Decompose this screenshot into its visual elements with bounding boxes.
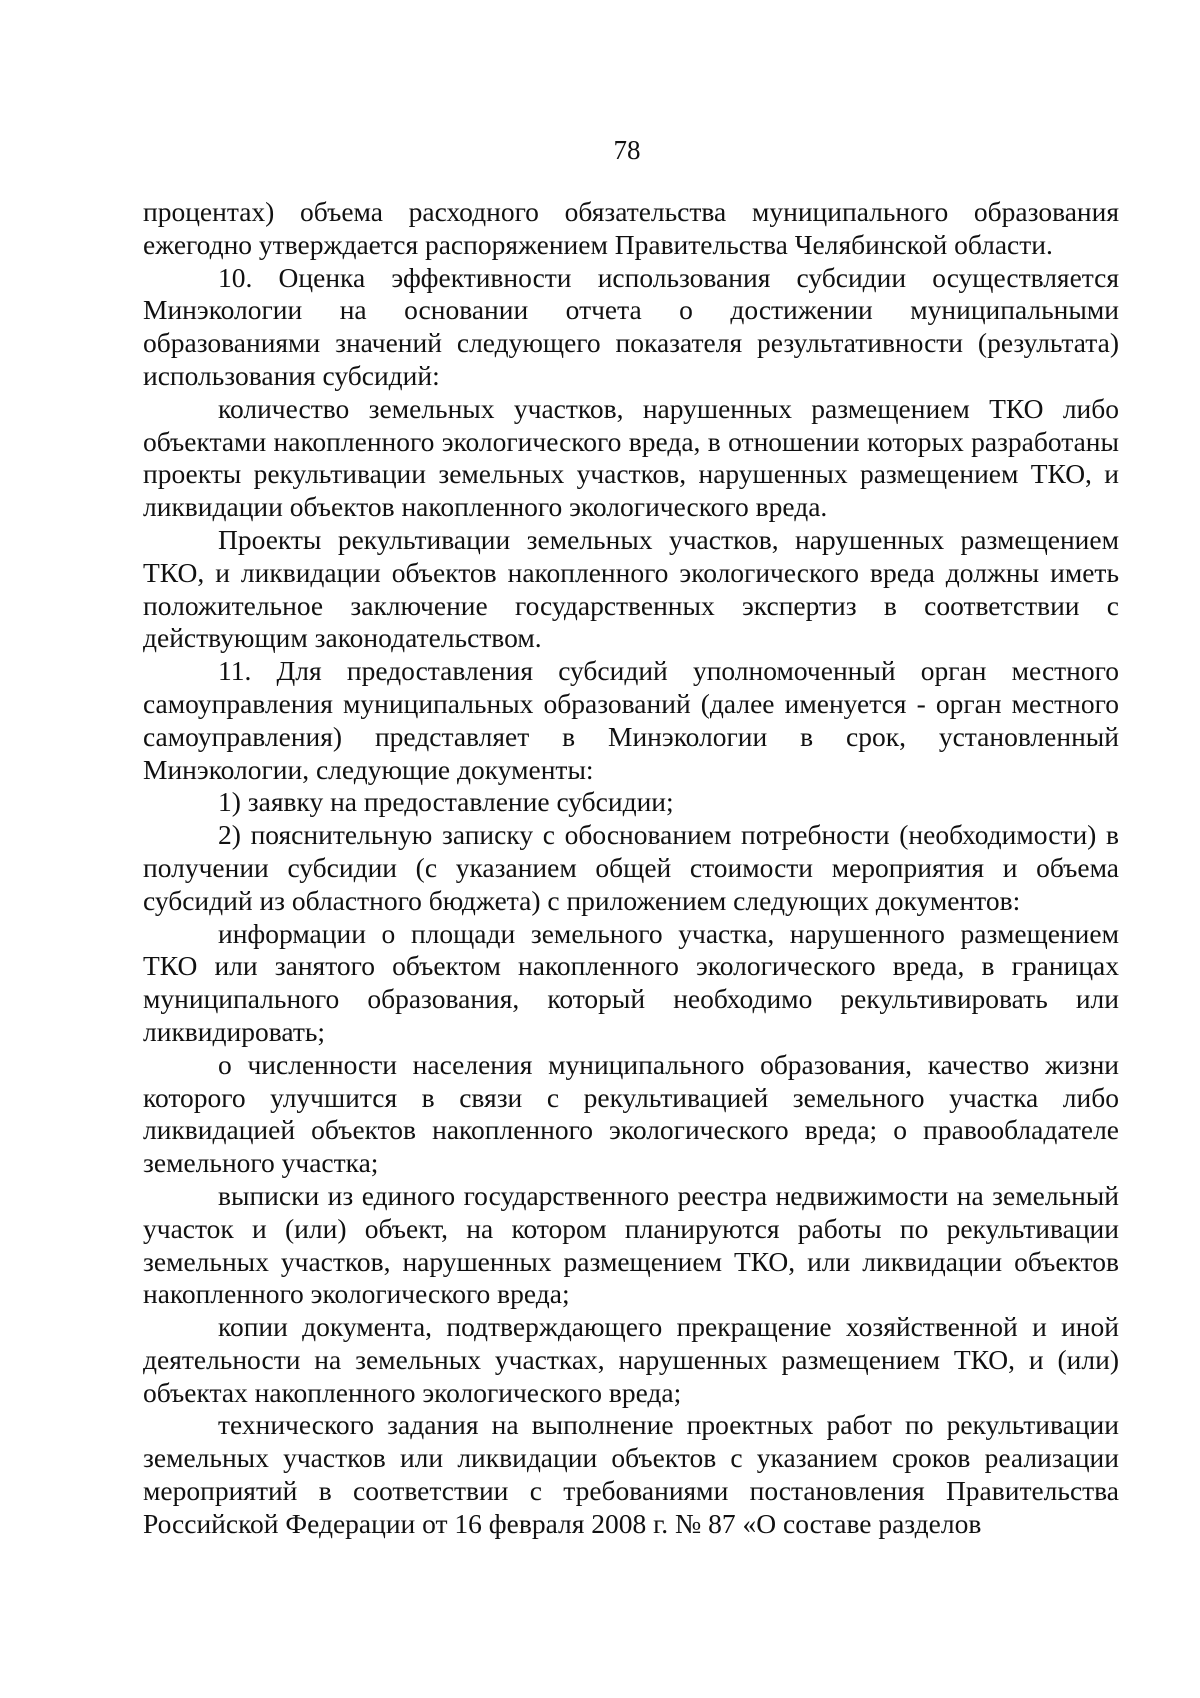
document-body: [143, 196, 1119, 1541]
paragraph: 2) пояснительную записку с обоснованием потребности (необходимости) в получении субсидии (с указанием общей стоимости мероприятия и объема субсидий из областного бюджета) с приложением следующих документов:: [143, 819, 1119, 916]
paragraph: выписки из единого государственного реестра недвижимости на земельный участок и (или) объект, на котором планируются работы по рекультивации земельных участков, нарушенных размещением ТКО, или ликвидации объектов накопленного экологического вреда;: [143, 1179, 1119, 1310]
paragraph: 10. Оценка эффективности использования субсидии осуществляется Минэкологии на основании отчета о достижении муниципальными образованиями значений следующего показателя результативности (результата) использования субсидий:: [143, 261, 1119, 391]
paragraph: информации о площади земельного участка, нарушенного размещением ТКО или занятого объектом накопленного экологического вреда, в границах муниципального образования, который необходимо рекультивировать или ликвидировать;: [143, 917, 1119, 1047]
page-number: 78: [613, 135, 641, 165]
paragraph: о численности населения муниципального образования, качество жизни которого улучшится в связи с рекультивацией земельного участка либо ликвидацией объектов накопленного экологического вреда; о правообладателе земельного участка;: [143, 1048, 1119, 1179]
paragraph: технического задания на выполнение проектных работ по рекультивации земельных участков или ликвидации объектов с указанием сроков реализации мероприятий в соответствии с требованиями постановления Правительства Российской Федерации от 16 февраля 2008 г. № 87 «О составе разделов: [143, 1409, 1119, 1539]
paragraph: количество земельных участков, нарушенных размещением ТКО либо объектами накопленного экологического вреда, в отношении которых разработаны проекты рекультивации земельных участков, нарушенных размещением ТКО, и ликвидации объектов накопленного экологического вреда.: [143, 392, 1119, 523]
paragraph: Проекты рекультивации земельных участков, нарушенных размещением ТКО, и ликвидации объектов накопленного экологического вреда должны иметь положительное заключение государственных экспертиз в соответствии с действующим законодательством.: [143, 523, 1119, 654]
paragraph: копии документа, подтверждающего прекращение хозяйственной и иной деятельности на земельных участках, нарушенных размещением ТКО, и (или) объектах накопленного экологического вреда;: [143, 1311, 1119, 1408]
paragraph: 1) заявку на предоставление субсидии;: [218, 786, 674, 818]
paragraph: процентах) объема расходного обязательства муниципального образования ежегодно утверждается распоряжением Правительства Челябинской области.: [143, 196, 1119, 260]
paragraph: 11. Для предоставления субсидий уполномоченный орган местного самоуправления муниципальных образований (далее именуется - орган местного самоуправления) представляет в Минэкологии в срок, установленный Минэкологии, следующие документы:: [143, 655, 1119, 785]
